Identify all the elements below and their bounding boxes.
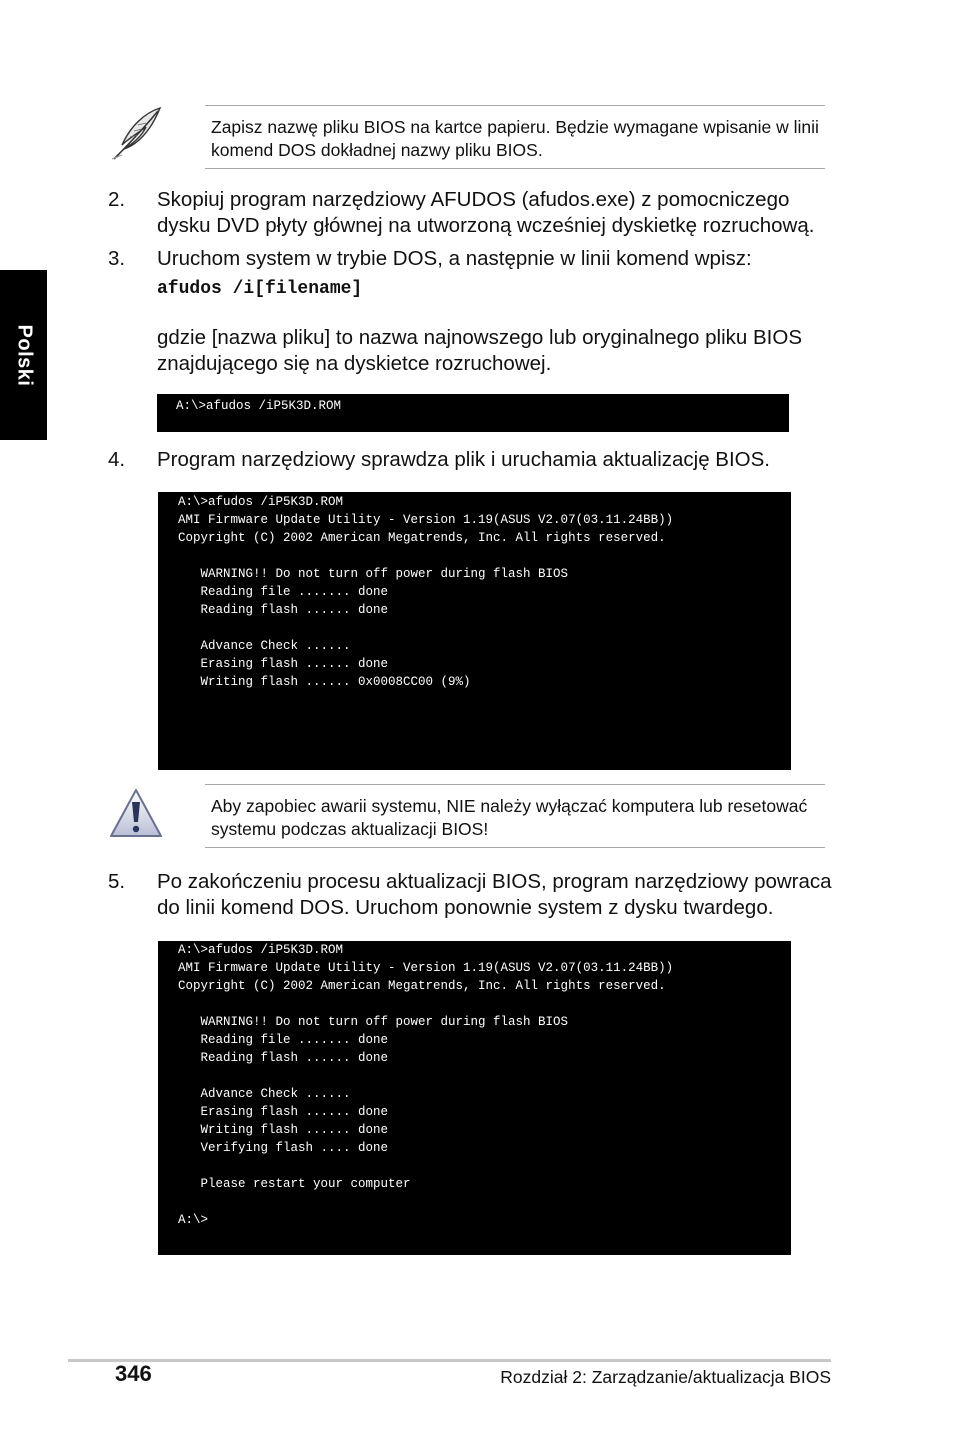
warning-text: Aby zapobiec awarii systemu, NIE należy wyłączać komputera lub resetować systemu podczas aktualizacji BIOS! [211, 796, 808, 839]
step-3-explanation: gdzie [nazwa pliku] to nazwa najnowszego lub oryginalnego pliku BIOS znajdującego się na dyskietce rozruchowej. [157, 326, 802, 375]
console-line: Reading flash ...... done [178, 603, 389, 617]
footer-divider [68, 1359, 831, 1362]
step-number: 4. [108, 448, 126, 471]
console-flash-complete [158, 941, 791, 1255]
console-line: A:\>afudos /iP5K3D.ROM [176, 399, 342, 413]
console-line: Copyright (C) 2002 American Megatrends, Inc. All rights reserved. [178, 979, 666, 993]
step-number: 3. [108, 247, 126, 270]
console-command [157, 394, 789, 432]
console-line: AMI Firmware Update Utility - Version 1.19(ASUS V2.07(03.11.24BB)) [178, 513, 674, 527]
console-line: Writing flash ...... 0x0008CC00 (9%) [178, 675, 471, 689]
console-line [178, 1193, 791, 1211]
console-line: Reading file ....... done [178, 1033, 389, 1047]
console-line: Copyright (C) 2002 American Megatrends, Inc. All rights reserved. [178, 531, 666, 545]
warning-box [205, 784, 825, 848]
console-line: Erasing flash ...... done [178, 1105, 389, 1119]
warning-icon [108, 787, 164, 846]
console-line: WARNING!! Do not turn off power during flash BIOS [178, 1015, 569, 1029]
console-line: A:\>afudos /iP5K3D.ROM [178, 943, 344, 957]
console-line [178, 547, 791, 565]
console-line: A:\> [178, 1213, 209, 1227]
step-text: Program narzędziowy sprawdza plik i uruchamia aktualizację BIOS. [157, 448, 770, 471]
console-line [178, 1067, 791, 1085]
console-line: Please restart your computer [178, 1177, 411, 1191]
console-line: Advance Check ...... [178, 639, 351, 653]
note-box [205, 105, 825, 169]
step-3 [108, 246, 838, 272]
console-line: Reading file ....... done [178, 585, 389, 599]
console-line [178, 1157, 791, 1175]
console-line: WARNING!! Do not turn off power during flash BIOS [178, 567, 569, 581]
step-2 [108, 187, 838, 239]
chapter-title: Rozdział 2: Zarządzanie/aktualizacja BIOS [500, 1367, 831, 1387]
console-line: AMI Firmware Update Utility - Version 1.19(ASUS V2.07(03.11.24BB)) [178, 961, 674, 975]
console-line: Reading flash ...... done [178, 1051, 389, 1065]
step-text: Po zakończeniu procesu aktualizacji BIOS, program narzędziowy powraca do linii komend DOS. Uruchom ponownie system z dysku twardego. [157, 870, 832, 919]
console-line: A:\>afudos /iP5K3D.ROM [178, 495, 344, 509]
step-text: Skopiuj program narzędziowy AFUDOS (afudos.exe) z pomocniczego dysku DVD płyty głównej na utworzoną wcześniej dyskietkę rozruchową. [157, 188, 815, 237]
step-number: 5. [108, 870, 126, 893]
console-line: Writing flash ...... done [178, 1123, 389, 1137]
language-label: Polski [13, 324, 36, 386]
console-line: Verifying flash .... done [178, 1141, 389, 1155]
console-line [178, 619, 791, 637]
command-syntax: afudos /i[filename] [157, 279, 363, 299]
note-text: Zapisz nazwę pliku BIOS na kartce papieru. Będzie wymagane wpisanie w linii komend DOS dokładnej nazwy pliku BIOS. [211, 117, 819, 160]
step-number: 2. [108, 188, 126, 211]
console-flash-progress [158, 492, 791, 770]
step-4 [108, 447, 838, 473]
console-line: Erasing flash ...... done [178, 657, 389, 671]
language-side-tab [0, 270, 47, 440]
console-line [178, 995, 791, 1013]
step-5 [108, 869, 838, 921]
page-number: 346 [115, 1361, 152, 1386]
step-text: Uruchom system w trybie DOS, a następnie w linii komend wpisz: [157, 247, 752, 270]
quill-pen-icon [108, 105, 166, 168]
console-line: Advance Check ...... [178, 1087, 351, 1101]
